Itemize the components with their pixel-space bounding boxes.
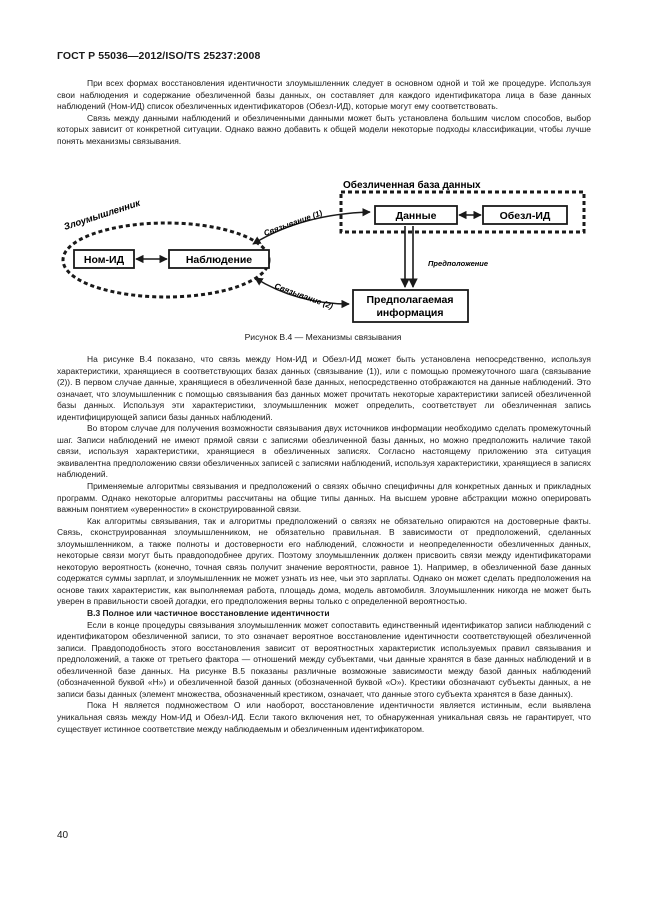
observation-box-label: Наблюдение	[185, 254, 253, 266]
paragraph: Как алгоритмы связывания, так и алгоритмы предположений о связях не обязательно опираются на достоверные факты. Связь, сконструированная злоумышленником, не обязательно правильная. В зависимости от предположений, сделанных злоумышленником, а также полноты и достоверности его наблюдений, сложности и неопределенности обезличенных данных, некоторые связи могут быть правдоподобнее других. Поэтому злоумышленник должен присвоить связи между идентификаторами некоторую вероятность (конечно, точная связь получит значение вероятности, равное 1). Например, в обезличенной базе данных содержатся суммы зарплат, и злоумышленник не может узнать из нее, чьи это зарплаты. Однако он может сделать предположения на основе таких характеристик, как выполняемая работа, площадь дома, модель автомобиля. Злоумышленник никогда не может быть уверен в правильности своей догадки, его предположения верны только с определенной вероятностью.	[57, 515, 591, 607]
nom-id-box-label: Ном-ИД	[83, 254, 125, 266]
body-text	[57, 354, 591, 735]
paragraph: Если в конце процедуры связывания злоумышленник может сопоставить единственный идентификатор записи наблюдений с идентификатором обезличенной записи, то это означает вероятное восстановление идентичности соответствующей обезличенной записи. Правдоподобность этого восстановления зависит от вероятностных характеристик используемых правил связывания и предположений, а также от третьего фактора — отношений между субъектами, чьи данные хранятся в базе данных наблюдений и в обезличенной базе данных. На рисунке В.5 показаны различные возможные зависимости между базой данных наблюдений (обозначенной буквой «Н») и обезличенной базой данных (обозначенной буквой «О»). Крестики обозначают субъекты данных, а не записи базы данных (элемент множества, обозначенный крестиком, означает, что данные этого субъекта хранятся в базе данных).	[57, 619, 591, 699]
intro-text	[57, 78, 591, 147]
paragraph: Во втором случае для получения возможности связывания двух источников информации необходимо сделать промежуточный шаг. Записи наблюдений не имеют прямой связи с записями обезличенной базы данных, но можно предположить наличие такой связи, используя характеристики, хранящиеся в обезличенных записях. Согласно настоящему приложению эта ситуация эквивалентна предположению связи обезличенных записей с записями наблюдений, используя характеристики, хранящиеся в записях наблюдений.	[57, 423, 591, 480]
page-number: 40	[57, 830, 69, 841]
linking-2-label: Связывание (2)	[273, 281, 335, 311]
anon-id-box-label: Обезл-ИД	[499, 210, 551, 222]
document-header: ГОСТ Р 55036—2012/ISO/TS 25237:2008	[57, 50, 261, 62]
data-box-label: Данные	[395, 210, 437, 222]
assumed-info-line2: информация	[376, 307, 444, 319]
paragraph: Связь между данными наблюдений и обезличенными данными может быть установлена большим числом способов, выбор которых зависит от конкретной ситуации. Однако важно добавить к общей модели некоторые подходы классификации, чтобы лучше понять механизмы связывания.	[57, 112, 591, 146]
linking-1-label: Связывание (1)	[262, 208, 324, 238]
paragraph: При всех формах восстановления идентичности злоумышленник следует в основном одной и той же процедуре. Используя свои наблюдения и содержание обезличенной базы данных, он составляет для каждого идентификатора лица в базе данных наблюдений (Ном-ИД) список обезличенных идентификаторов (Обезл-ИД), которые могут ему соответствовать.	[57, 78, 591, 112]
anonymized-db-title: Обезличенная база данных	[343, 180, 481, 191]
figure-caption: Рисунок В.4 — Механизмы связывания	[244, 332, 402, 342]
paragraph: Применяемые алгоритмы связывания и предположений о связях обычно специфичны для конкретных данных и прикладных программ. Однако некоторые алгоритмы рассчитаны на общие типы данных. На высшем уровне абстракции можно оперировать важным понятием «уверенности» в сконструированной связи.	[57, 481, 591, 515]
section-heading: В.3 Полное или частичное восстановление идентичности	[87, 608, 330, 619]
paragraph: На рисунке В.4 показано, что связь между Ном-ИД и Обезл-ИД может быть установлена непосредственно, используя характеристики, хранящиеся в соответствующих базах данных (связывание (1)), или с помощью промежуточного шага (связывание (2)). В первом случае данные, хранящиеся в обезличенной базе данных, непосредственно отображаются на данные наблюдений. Это означает, что злоумышленник с помощью связывания баз данных может прочитать некоторые характеристики записей обезличенной базы данных. Используя эти характеристики, злоумышленник может определить, соответствует ли обезличенная запись идентифицирующей записи базы данных наблюдений.	[57, 354, 591, 422]
assumption-label: Предположение	[428, 259, 489, 268]
paragraph: Пока Н является подмножеством О или наоборот, восстановление идентичности является истинным, если выявлена уникальная связь между Ном-ИД и Обезл-ИД. Если такого включения нет, то обнаруженная уникальная связь не гарантирует, что существует истинное соответствие между наблюдаемым и обезличенным идентификатором.	[57, 700, 591, 734]
assumed-info-line1: Предполагаемая	[366, 294, 454, 306]
attacker-label: Злоумышленник	[62, 197, 142, 233]
linkage-diagram	[57, 174, 591, 324]
